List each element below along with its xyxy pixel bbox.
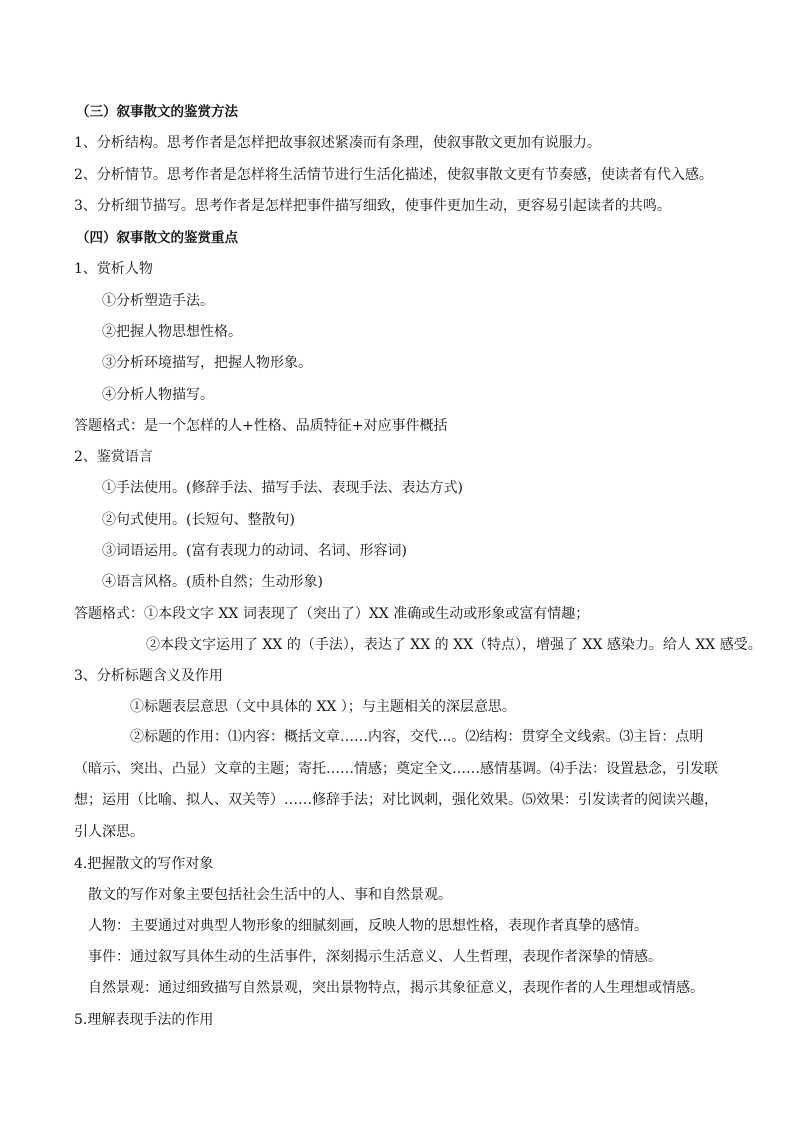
part4-item-2: 人物：主要通过对典型人物形象的细腻刻画，反映人物的思想性格，表现作者真挚的感情。	[88, 918, 648, 934]
part4-item-1: 散文的写作对象主要包括社会生活中的人、事和自然景观。	[88, 887, 452, 903]
part1-item-2: ②把握人物思想性格。	[102, 324, 242, 340]
part1-item-3: ③分析环境描写，把握人物形象。	[102, 355, 312, 371]
part3-item-2: ②标题的作用：⑴内容：概括文章……内容，交代...。⑵结构：贯穿全文线索。⑶主旨：点明（暗示、突出、凸显）文章的主题；寄托……情感；奠定全文……感情基调。⑷手法：设置悬念，引发联想；运用（比喻、拟人、双关等）……修辞手法；对比讽刺，强化效果。⑸效果：引发读者的阅读兴趣，引人深思。	[74, 729, 718, 840]
section3-item-1: 1、分析结构。思考作者是怎样把故事叙述紧凑而有条理，使叙事散文更加有说服力。	[74, 135, 601, 151]
part2-title: 2、鉴赏语言	[74, 449, 153, 465]
part1-item-4: ④分析人物描写。	[102, 387, 214, 403]
part4-item-4: 自然景观：通过细致描写自然景观，突出景物特点，揭示其象征意义，表现作者的人生理想或情感。	[88, 980, 704, 996]
part1-title: 1、赏析人物	[74, 261, 153, 277]
section4-heading: （四）叙事散文的鉴赏重点	[76, 230, 238, 246]
part2-item-3: ③词语运用。(富有表现力的动词、名词、形容词)	[102, 543, 407, 559]
part4-item-3: 事件：通过叙写具体生动的生活事件，深刻揭示生活意义、人生哲理，表现作者深挚的情感。	[88, 949, 662, 965]
section3-heading: （三）叙事散文的鉴赏方法	[76, 104, 238, 120]
part2-item-1: ①手法使用。(修辞手法、描写手法、表现手法、表达方式)	[102, 480, 463, 496]
part5-title: 5.理解表现手法的作用	[74, 1012, 214, 1028]
section3-item-2: 2、分析情节。思考作者是怎样将生活情节进行生活化描述，使叙事散文更有节奏感，使读者有代入感。	[74, 167, 713, 183]
part2-answer-format-1: 答题格式：①本段文字 XX 词表现了（突出了）XX 准确或生动或形象或富有情趣；	[74, 606, 590, 622]
part2-item-4: ④语言风格。(质朴自然；生动形象)	[102, 574, 323, 590]
part1-answer-format: 答题格式：是一个怎样的人+性格、品质特征+对应事件概括	[74, 418, 448, 434]
part3-item-1: ①标题表层意思（文中具体的 XX ）；与主题相关的深层意思。	[130, 699, 516, 715]
part2-item-2: ②句式使用。(长短句、整散句)	[102, 512, 295, 528]
part4-title: 4.把握散文的写作对象	[74, 856, 214, 872]
part3-title: 3、分析标题含义及作用	[74, 668, 223, 684]
section3-item-3: 3、分析细节描写。思考作者是怎样把事件描写细致，使事件更加生动，更容易引起读者的共鸣。	[74, 198, 671, 214]
part2-answer-format-2: ②本段文字运用了 XX 的（手法），表达了 XX 的 XX（特点），增强了 XX 感染力。给人 XX 感受。	[146, 637, 762, 653]
part1-item-1: ①分析塑造手法。	[102, 293, 214, 309]
